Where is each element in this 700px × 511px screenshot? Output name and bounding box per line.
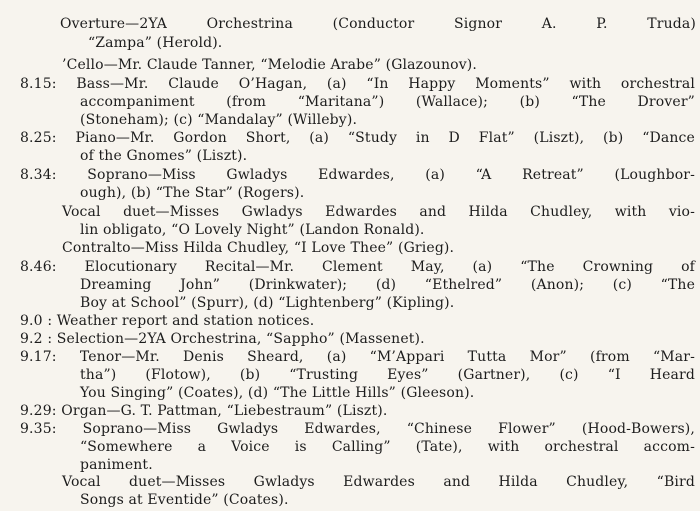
text-line: “Zampa” (Herold).	[88, 35, 223, 51]
text-line: 8.34: Soprano—Miss Gwladys Edwardes, (a) “A Retreat” (Loughbor-	[20, 167, 695, 183]
text-line: 9.2 : Selection—2YA Orchestrina, “Sappho” (Massenet).	[20, 331, 425, 347]
text-line: 8.25: Piano—Mr. Gordon Short, (a) “Study in D Flat” (Liszt), (b) “Dance	[20, 130, 695, 146]
text-line: accompaniment (from “Maritana”) (Wallace); (b) “The Drover”	[80, 94, 695, 110]
text-line: 9.35: Soprano—Miss Gwladys Edwardes, “Chinese Flower” (Hood-Bowers),	[20, 421, 695, 437]
text-line: Vocal duet—Misses Gwladys Edwardes and Hilda Chudley, with vio-	[62, 204, 695, 220]
text-line: Overture—2YA Orchestrina (Conductor Signor A. P. Truda)	[60, 16, 696, 32]
text-line: lin obligato, “O Lovely Night” (Landon Ronald).	[80, 222, 425, 238]
text-line: Boy at School” (Spurr), (d) “Lightenberg” (Kipling).	[80, 295, 455, 311]
text-line: You Singing” (Coates), (d) “The Little Hills” (Gleeson).	[80, 385, 475, 401]
text-line: 8.15: Bass—Mr. Claude O’Hagan, (a) “In Happy Moments” with orchestral	[20, 76, 695, 92]
text-line: paniment.	[80, 457, 153, 473]
text-line: ’Cello—Mr. Claude Tanner, “Melodie Arabe” (Glazounov).	[62, 57, 477, 73]
text-line: Songs at Eventide” (Coates).	[80, 492, 289, 508]
text-line: Vocal duet—Misses Gwladys Edwardes and Hilda Chudley, “Bird	[62, 474, 695, 490]
text-line: “Somewhere a Voice is Calling” (Tate), with orchestral accom-	[80, 439, 695, 455]
text-line: tha”) (Flotow), (b) “Trusting Eyes” (Gartner), (c) “I Heard	[80, 367, 695, 383]
text-line: Contralto—Miss Hilda Chudley, “I Love Thee” (Grieg).	[62, 240, 455, 256]
text-line: 9.0 : Weather report and station notices.	[20, 313, 315, 329]
text-line: of the Gnomes” (Liszt).	[80, 148, 248, 164]
text-line: 9.17: Tenor—Mr. Denis Sheard, (a) “M’Appari Tutta Mor” (from “Mar-	[20, 349, 695, 365]
text-line: ough), (b) “The Star” (Rogers).	[80, 185, 305, 201]
text-line: 8.46: Elocutionary Recital—Mr. Clement May, (a) “The Crowning of	[20, 259, 695, 275]
text-line: (Stoneham); (c) “Mandalay” (Willeby).	[80, 112, 358, 128]
text-line: Dreaming John” (Drinkwater); (d) “Ethelred” (Anon); (c) “The	[80, 277, 695, 293]
text-line: 9.29: Organ—G. T. Pattman, “Liebestraum” (Liszt).	[20, 403, 388, 419]
